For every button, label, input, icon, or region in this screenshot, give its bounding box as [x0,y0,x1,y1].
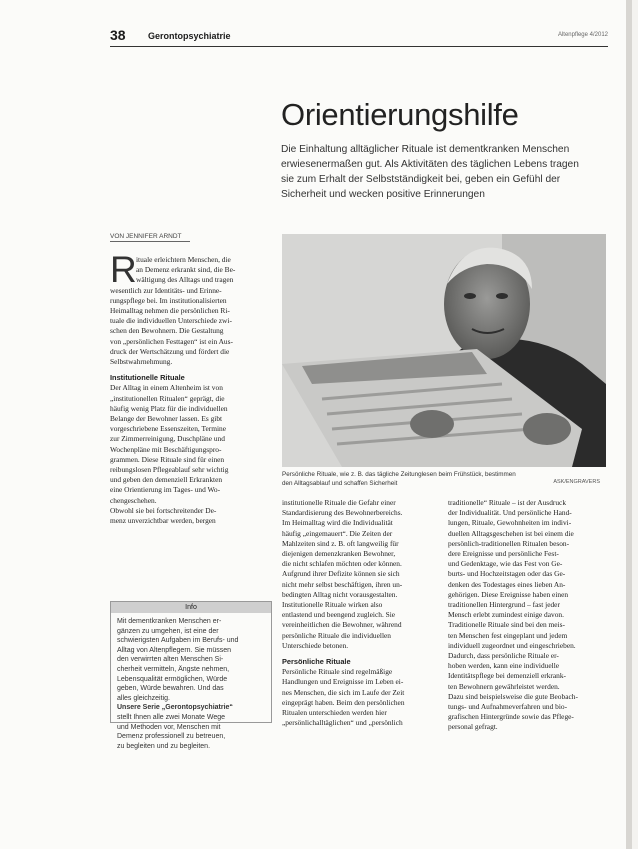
lead-line: Die Einhaltung alltäglicher Rituale ist dementkranken Menschen [281,144,570,155]
text-line: „institutionellen Ritualen“ geprägt, die [110,393,225,403]
text-line: gehörigen. Diese Ereignisse haben einen [448,589,569,599]
column-3 [448,498,606,733]
text-line: eine Orientierung im Tages- und Wo- [110,485,221,495]
text-line: burts- und Hochzeitstagen oder das Ge- [448,569,566,579]
page-number: 38 [110,27,126,43]
text-line: grammen. Diese Rituale sind für einen [110,454,225,464]
text-line: entlastend und beengend zugleich. Sie [282,610,396,620]
text-line: Selbstwahrnehmung. [110,357,173,367]
text-line: chengeschehen. [110,495,157,505]
text-line: reibungslosen Pflegeablauf sehr wichtig [110,465,229,475]
text-line: institutionelle Rituale die Gefahr einer [282,498,396,507]
text-line: persönlich-traditionellen Ritualen beson- [448,538,570,548]
text-line: Unterschiede betonen. [282,640,349,650]
text-line: von „persönlichen Festtagen“ ist ein Aus- [110,336,233,346]
text-line: „persönlichalltäglichen“ und „persönlich [282,718,403,728]
info-box [110,601,272,750]
text-line: bedingten Alltag nicht vorausgestalten. [282,589,398,599]
text-line: hoben werden, kann eine individuelle [448,661,560,671]
header-rule [110,46,608,47]
byline-rule [110,241,190,242]
info-line: Demenz professionell zu betreuen, [117,733,226,741]
caption-line: Persönliche Rituale, wie z. B. das tägliche Zeitunglesen beim Frühstück, bestimmen [282,471,516,478]
text-line: ituale erleichtern Menschen, die [136,255,231,264]
text-line: rungspflege bei. Im institutionalisierten [110,295,227,305]
text-line: häufig „eingemauert“. Die Zeiten der [282,528,393,538]
text-line: häufig wenig Platz für die individuellen [110,403,228,413]
text-line: an Demenz erkrankt sind, die Be- [136,265,236,275]
info-line: Mit dementkranken Menschen er- [117,618,222,625]
subheading-institutionelle-rituale: Institutionelle Rituale [110,373,185,383]
text-line: eingeprägt haben. Beim den persönlichen [282,697,405,707]
text-line: menz unverzichtbar werden, bergen [110,516,216,526]
text-line: ten Bewohnern gewährleistet werden. [448,681,560,691]
drop-cap: R [110,249,137,290]
text-line: Dadurch, dass persönliche Rituale er- [448,651,559,661]
subheading-persoenliche-rituale: Persönliche Rituale [282,657,351,667]
text-line: Obwohl sie bei fortschreitender De- [110,505,217,515]
text-line: druck der Wertschätzung und fördert die [110,346,230,356]
text-line: Mensch erlebt zumindest einige davon. [448,610,564,620]
text-line: vereinheitlichen die Bewohner, während [282,620,402,630]
caption-line: den Alltagsablauf und schaffen Sicherheit [282,480,398,487]
text-line: traditionelle“ Rituale – ist der Ausdruck [448,498,567,507]
text-line: Heimalltag nehmen die persönlichen Ri- [110,306,230,316]
text-line: Persönliche Rituale sind regelmäßige [282,667,393,677]
info-line: zu begleiten und zu begleiten. [117,742,211,750]
page-edge [626,0,632,849]
text-line: schen den Bewohnern. Die Gestaltung [110,326,224,336]
text-line: Institutionelle Rituale wirken also [282,600,383,610]
text-line: dere Ereignisse und persönliche Fest- [448,549,559,559]
author-byline: VON JENNIFER ARNDT [110,233,182,240]
text-line: tuale die individuellen Unterschiede zwi- [110,316,232,326]
text-line: zur Zimmerreinigung, Duschpläne und [110,434,225,444]
article-photo [282,234,606,467]
article-title: Orientierungshilfe [281,97,519,132]
text-line: lungen, Rituale, Gewohnheiten im indivi- [448,518,572,528]
info-line: und Methoden vor, Menschen mit [117,723,221,731]
text-line: und geben den demenziell Erkrankten [110,475,223,485]
text-line: der Individualität. Und persönliche Hand- [448,508,572,518]
man-reading-newspaper-image [282,234,606,467]
section-name: Gerontopsychiatrie [148,31,231,41]
text-line: personal gefragt. [448,722,498,732]
text-line: Der Alltag in einem Altenheim ist von [110,383,223,393]
text-line: denken des Todestages eines lieben An- [448,579,566,589]
text-line: traditionellen Hintergrund – fast jeder [448,600,560,610]
text-line: diejenigen demenzkranken Bewohner, [282,549,396,559]
info-line: cherheit vermitteln, Ängste nehmen, [117,665,230,673]
column-1 [110,255,270,526]
column-2 [282,498,440,728]
lead-line: erwiesenermaßen gut. Als Aktivitäten des täglichen Lebens tragen [281,159,579,170]
text-line: individuell zugeordnet und eingeschrieben. [448,640,576,650]
info-line: gänzen zu umgehen, ist eine der [117,627,219,635]
text-line: duellen Alltagsgeschehen ist bei einem die [448,528,574,538]
text-line: Dazu sind beispielsweise die gute Beobach- [448,691,578,701]
info-line: geben, Würde bewahren. Und das [117,685,224,693]
photo-credit: ASK/ENGRAVERS [553,479,600,485]
text-line: Handlungen und Ereignisse im Leben ei- [282,677,404,687]
text-line: wältigung des Alltags und tragen [136,275,234,285]
text-line: Ritualen unterschieden werden hier [282,708,387,718]
text-line: Belange der Bewohner lassen. Es gibt [110,414,223,424]
text-line: Aufgrund ihrer Defizite können sie sich [282,569,400,579]
running-header [110,27,608,46]
text-line: Traditionelle Rituale sind bei den meis- [448,620,565,630]
text-line: und Gedenktage, wie das Fest von Ge- [448,559,563,569]
info-line: Lebensqualität ermöglichen, Würde [117,675,228,683]
text-line: Wochenpläne mit Beschäftigungspro- [110,444,222,454]
text-line: tungs- und Aufnahmeverfahren und bio- [448,702,568,712]
text-line: Identitätspflege bei demenziell erkrank- [448,671,566,681]
info-line: stellt Ihnen alle zwei Monate Wege [117,713,226,721]
text-line: die nicht schlafen möchten oder können. [282,559,402,569]
text-line: wesentlich zur Identitäts- und Erinne- [110,285,222,295]
info-box-text [117,617,267,751]
lead-line: sie zum Erhalt der Selbstständigkeit bei, geben ein Gefühl der [281,174,561,185]
text-line: persönliche Rituale die individuellen [282,630,391,640]
text-line: grafischen Hintergründe sowie das Pflege- [448,712,574,722]
lead-line: Sicherheit und wecken positive Erinnerungen [281,189,485,200]
issue-label: Altenpflege 4/2012 [557,32,608,38]
text-line: ten Menschen fest eingeplant und jedem [448,630,568,640]
info-box-heading: Info [111,602,271,613]
text-line: vorgeschriebene Essenszeiten, Termine [110,424,226,434]
info-line: schwierigsten Aufgaben im Berufs- und [117,637,239,645]
article-lead [281,142,611,202]
info-line: den verwirrten alten Menschen Si- [117,656,224,664]
info-line: Unsere Serie „Gerontopsychiatrie“ [117,704,233,712]
text-line: Im Heimalltag wird die Individualität [282,518,393,528]
text-line: Mahlzeiten sind z. B. oft langweilig für [282,538,399,548]
info-line: Alltag von Altenpflegern. Sie müssen [117,646,232,654]
text-line: nes Menschen, die sich im Laufe der Zeit [282,687,405,697]
text-line: Standardisierung des Bewohnerbereichs. [282,508,403,518]
info-line: alles gleichzeitig. [117,694,170,702]
text-line: nicht mehr selbst beschäftigen, ihren un- [282,579,403,589]
